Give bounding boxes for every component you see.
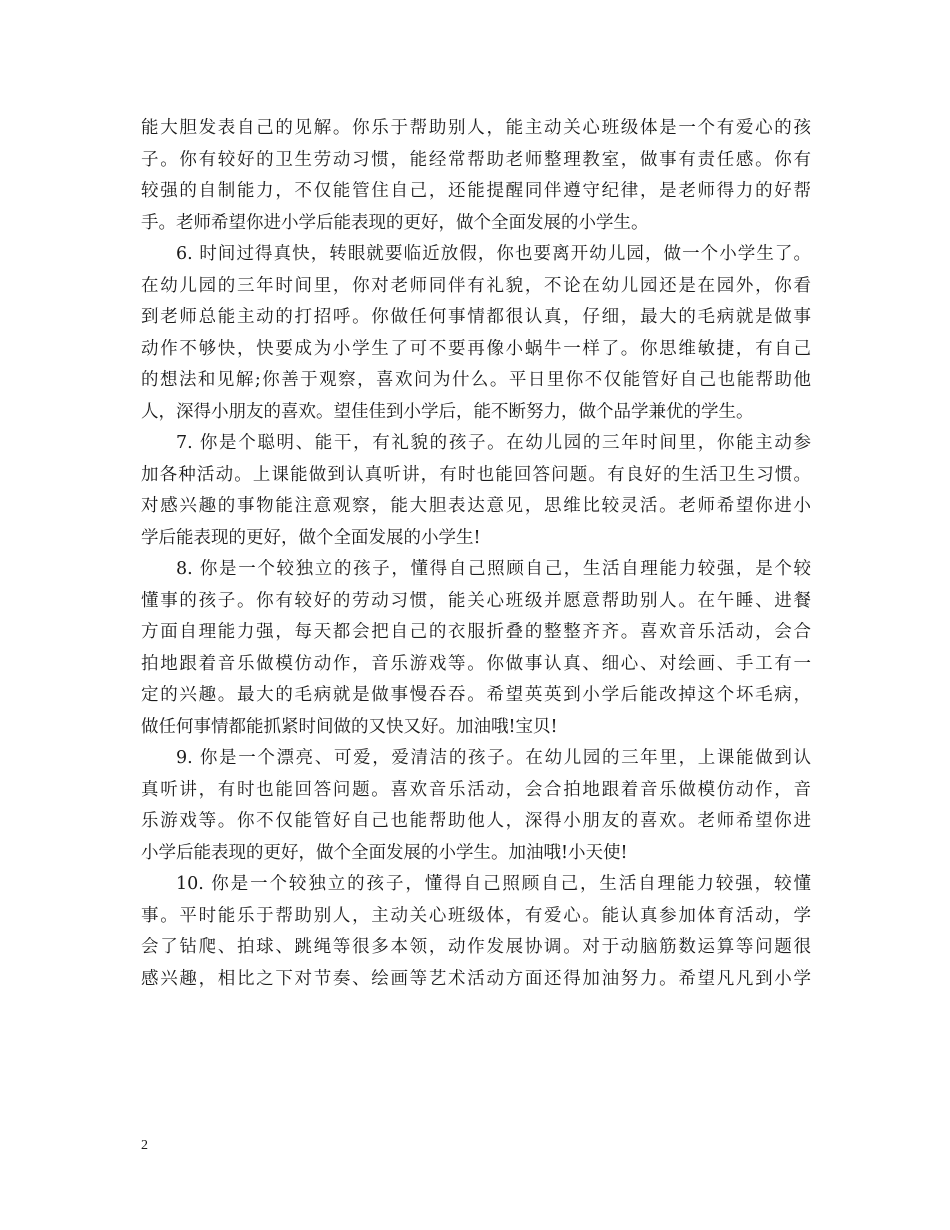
text-line: 人，深得小朋友的喜欢。望佳佳到小学后，能不断努力，做个品学兼优的学生。: [141, 401, 754, 422]
page-number: 2: [141, 1138, 148, 1153]
text-line: 子。你有较好的卫生劳动习惯，能经常帮助老师整理教室，做事有责任感。你有: [141, 149, 811, 170]
text-line: 加各种活动。上课能做到认真听讲，有时也能回答问题。有良好的生活卫生习惯。: [141, 464, 811, 485]
text-line: 对感兴趣的事物能注意观察，能大胆表达意见，思维比较灵活。老师希望你进小: [141, 496, 811, 516]
text-line: 能大胆发表自己的见解。你乐于帮助别人，能主动关心班级体是一个有爱心的孩: [141, 118, 811, 138]
text-line: 9. 你是一个漂亮、可爱，爱清洁的孩子。在幼儿园的三年里，上课能做到认: [176, 748, 811, 768]
text-line: 8. 你是一个较独立的孩子，懂得自己照顾自己，生活自理能力较强，是个较: [176, 559, 811, 579]
text-line: 真听讲，有时也能回答问题。喜欢音乐活动，会合拍地跟着音乐做模仿动作，音: [141, 779, 811, 800]
document-body: [141, 113, 811, 995]
text-line: 方面自理能力强，每天都会把自己的衣服折叠的整整齐齐。喜欢音乐活动，会合: [141, 622, 811, 642]
text-line: 乐游戏等。你不仅能管好自己也能帮助他人，深得小朋友的喜欢。老师希望你进: [141, 811, 811, 831]
text-line: 学后能表现的更好，做个全面发展的小学生!: [141, 527, 481, 548]
text-line: 做任何事情都能抓紧时间做的又快又好。加油哦!宝贝!: [141, 716, 558, 737]
text-line: 动作不够快，快要成为小学生了可不要再像小蜗牛一样了。你思维敏捷，有自己: [141, 338, 811, 359]
text-line: 10. 你是一个较独立的孩子，懂得自己照顾自己，生活自理能力较强，较懂: [176, 874, 811, 894]
text-line: 6. 时间过得真快，转眼就要临近放假，你也要离开幼儿园，做一个小学生了。: [176, 244, 811, 264]
text-line: 在幼儿园的三年时间里，你对老师同伴有礼貌，不论在幼儿园还是在园外，你看: [141, 275, 811, 296]
text-line: 感兴趣，相比之下对节奏、绘画等艺术活动方面还得加油努力。希望凡凡到小学: [141, 968, 811, 989]
text-line: 到老师总能主动的打招呼。你做任何事情都很认真，仔细，最大的毛病就是做事: [141, 307, 811, 327]
text-line: 的想法和见解;你善于观察，喜欢问为什么。平日里你不仅能管好自己也能帮助他: [141, 370, 811, 390]
text-line: 较强的自制能力，不仅能管住自己，还能提醒同伴遵守纪律，是老师得力的好帮: [141, 181, 811, 201]
text-line: 懂事的孩子。你有较好的劳动习惯，能关心班级并愿意帮助别人。在午睡、进餐: [141, 590, 811, 611]
text-line: 拍地跟着音乐做模仿动作，音乐游戏等。你做事认真、细心、对绘画、手工有一: [141, 653, 811, 674]
text-line: 事。平时能乐于帮助别人，主动关心班级体，有爱心。能认真参加体育活动，学: [141, 905, 811, 926]
text-line: 会了钻爬、拍球、跳绳等很多本领，动作发展协调。对于动脑筋数运算等问题很: [141, 937, 811, 957]
text-line: 7. 你是个聪明、能干，有礼貌的孩子。在幼儿园的三年时间里，你能主动参: [176, 433, 811, 453]
text-line: 定的兴趣。最大的毛病就是做事慢吞吞。希望英英到小学后能改掉这个坏毛病，: [141, 685, 811, 705]
text-line: 小学后能表现的更好，做个全面发展的小学生。加油哦!小天使!: [141, 842, 628, 863]
text-line: 手。老师希望你进小学后能表现的更好，做个全面发展的小学生。: [141, 212, 649, 233]
